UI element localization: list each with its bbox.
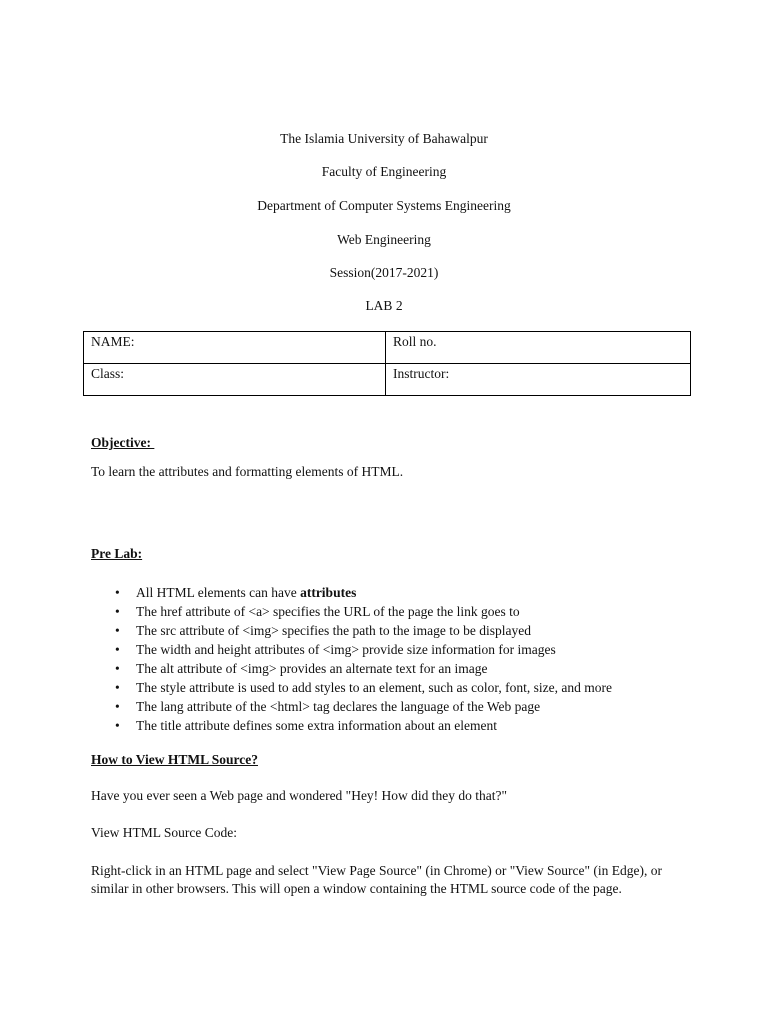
- instructor-cell: Instructor:: [386, 364, 691, 396]
- list-item: [91, 678, 612, 697]
- university-title: The Islamia University of Bahawalpur: [280, 131, 488, 146]
- list-item: [91, 602, 612, 621]
- bullet-icon: •: [115, 623, 120, 638]
- bullet-icon: •: [115, 680, 120, 695]
- roll-no-cell: Roll no.: [386, 332, 691, 364]
- course-title: Web Engineering: [337, 232, 431, 247]
- objective-text: To learn the attributes and formatting elements of HTML.: [91, 464, 404, 479]
- bullet-text: The style attribute is used to add styles to an element, such as color, font, size, and more: [136, 680, 612, 695]
- bullet-text: The lang attribute of the <html> tag declares the language of the Web page: [136, 699, 541, 714]
- bullet-icon: •: [115, 642, 120, 657]
- view-source-question: Have you ever seen a Web page and wondered "Hey! How did they do that?": [91, 788, 508, 803]
- bullet-text: The src attribute of <img> specifies the path to the image to be displayed: [136, 623, 531, 638]
- bullet-text: The href attribute of <a> specifies the URL of the page the link goes to: [136, 604, 520, 619]
- bullet-icon: •: [115, 604, 120, 619]
- list-item: [91, 640, 612, 659]
- name-cell: NAME:: [84, 332, 386, 364]
- bullet-text: The alt attribute of <img> provides an alternate text for an image: [136, 661, 488, 676]
- bullet-text: The width and height attributes of <img> provide size information for images: [136, 642, 556, 657]
- bullet-text: The title attribute defines some extra information about an element: [136, 718, 497, 733]
- bullet-icon: •: [115, 718, 120, 733]
- class-cell: Class:: [84, 364, 386, 396]
- view-source-instructions: Right-click in an HTML page and select "View Page Source" (in Chrome) or "View Source" (in Edge), or similar in other browsers. This will open a window containing the HTML source code of the page.: [91, 863, 663, 896]
- list-item: [91, 583, 612, 602]
- bullet-icon: •: [115, 585, 120, 600]
- list-item: [91, 621, 612, 640]
- list-item: [91, 716, 612, 735]
- department-title: Department of Computer Systems Engineering: [257, 198, 511, 213]
- bullet-icon: •: [115, 699, 120, 714]
- view-source-subheading: View HTML Source Code:: [91, 825, 238, 840]
- prelab-bullet-list: [91, 583, 612, 735]
- table-row: [84, 332, 691, 364]
- list-item: [91, 697, 612, 716]
- objective-heading: Objective:: [91, 435, 155, 450]
- bullet-text: All HTML elements can have: [136, 585, 301, 600]
- table-row: [84, 364, 691, 396]
- session-title: Session(2017-2021): [329, 265, 439, 280]
- lab-title: LAB 2: [365, 298, 403, 313]
- prelab-heading: Pre Lab:: [91, 546, 143, 561]
- view-source-heading: How to View HTML Source?: [91, 752, 258, 767]
- faculty-title: Faculty of Engineering: [321, 164, 447, 179]
- student-info-table: [83, 331, 691, 396]
- bullet-icon: •: [115, 661, 120, 676]
- list-item: [91, 659, 612, 678]
- bullet-bold-text: attributes: [300, 585, 357, 600]
